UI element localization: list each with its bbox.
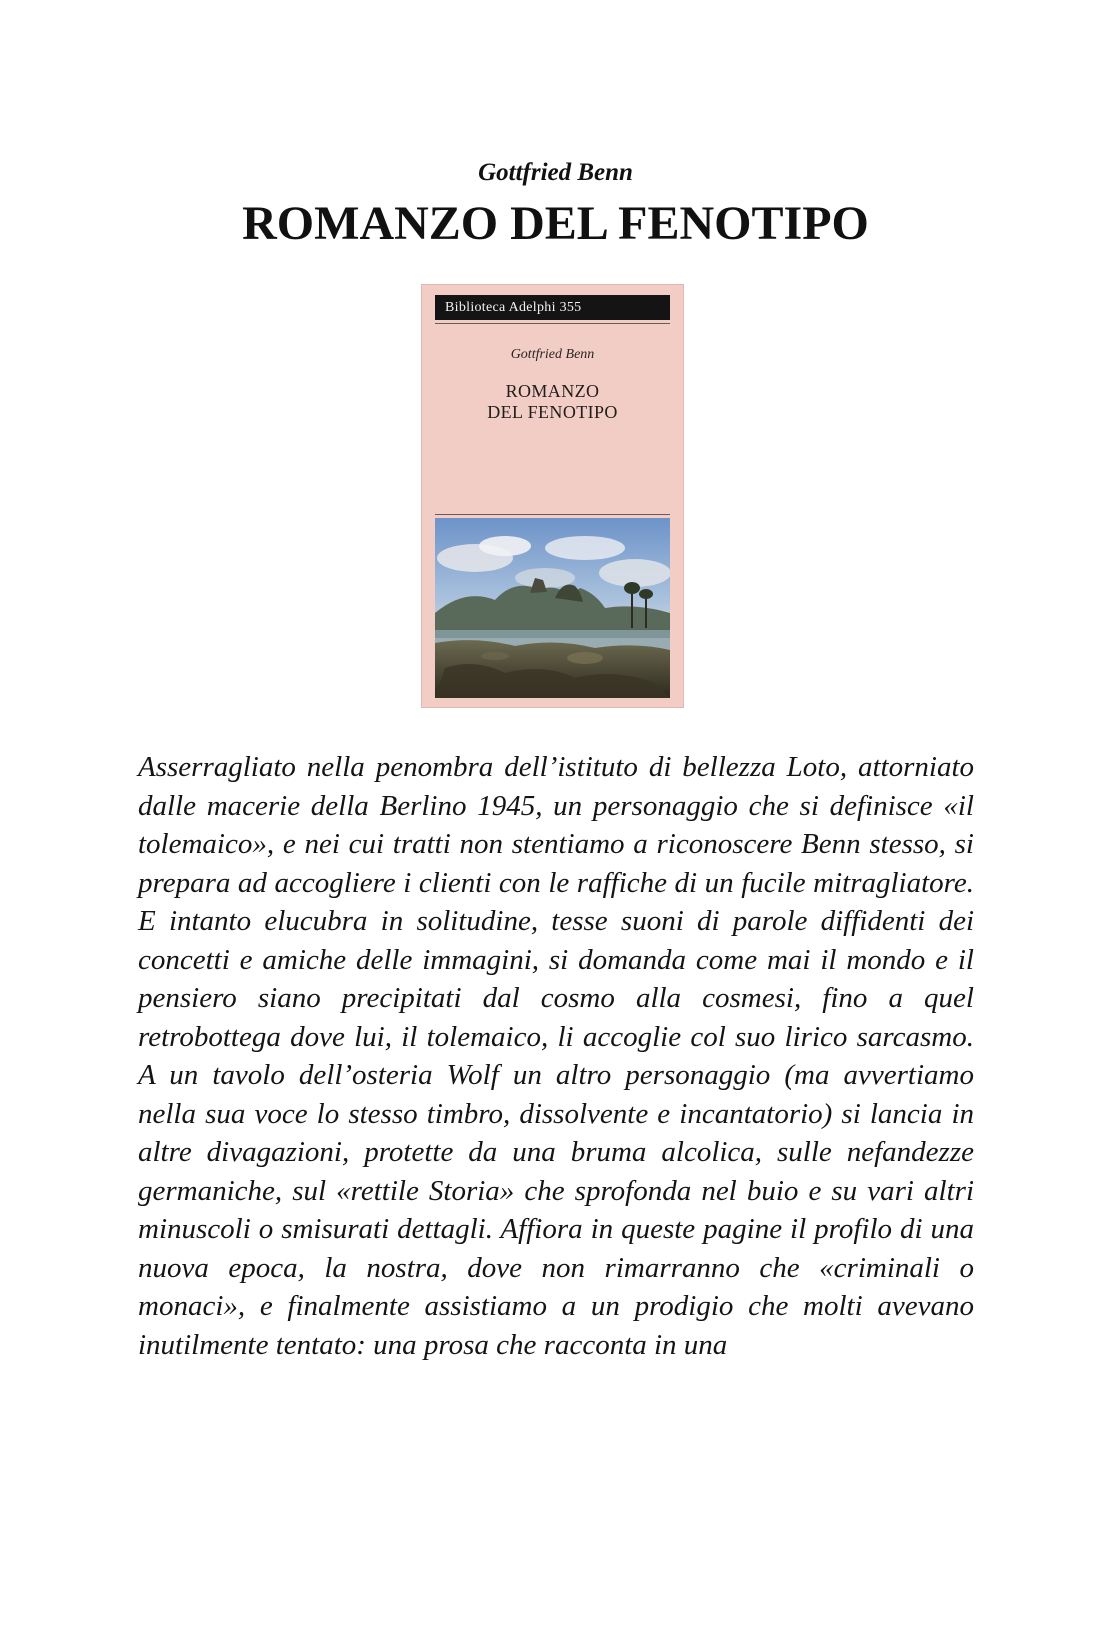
book-cover-image (421, 284, 684, 708)
author-name: Gottfried Benn (478, 159, 633, 186)
cover-divider-bottom (435, 514, 670, 515)
cover-title-line2: DEL FENOTIPO (487, 402, 618, 422)
cover-series-label: Biblioteca Adelphi 355 (435, 295, 670, 320)
book-title: ROMANZO DEL FENOTIPO (242, 197, 869, 250)
cover-title (435, 381, 670, 423)
cover-title-line1: ROMANZO (505, 381, 600, 401)
cover-landscape-painting (435, 518, 670, 698)
body-paragraph: Asserragliato nella penombra dell’istituto di bellezza Loto, attorniato dalle macerie della Berlino 1945, un personaggio che si definisce «il tolemaico», e nei cui tratti non stentiamo a riconoscere Benn stesso, si prepara ad accogliere i clienti con le raffiche di un fucile mitragliatore. E intanto elucubra in solitudine, tesse suoni di parole diffidenti dei concetti e amiche delle immagini, si domanda come mai il mondo e il pensiero siano precipitati dal cosmo alla cosmesi, fino a quel retrobottega dove lui, il tolemaico, li accoglie col suo lirico sarcasmo. A un tavolo dell’osteria Wolf un altro personaggio (ma avvertiamo nella sua voce lo stesso timbro, dissolvente e incantatorio) si lancia in altre divagazioni, protette da una bruma alcolica, sulle nefandezze germaniche, sul «rettile Storia» che sprofonda nel buio e su vari altri minuscoli o smisurati dettagli. Affiora in queste pagine il profilo di una nuova epoca, la nostra, dove non rimarranno che «criminali o monaci», e finalmente assistiamo a un prodigio che molti avevano inutilmente tentato: una prosa che racconta in una (138, 751, 974, 1361)
cover-author: Gottfried Benn (510, 347, 595, 362)
cover-divider-top (435, 323, 670, 324)
